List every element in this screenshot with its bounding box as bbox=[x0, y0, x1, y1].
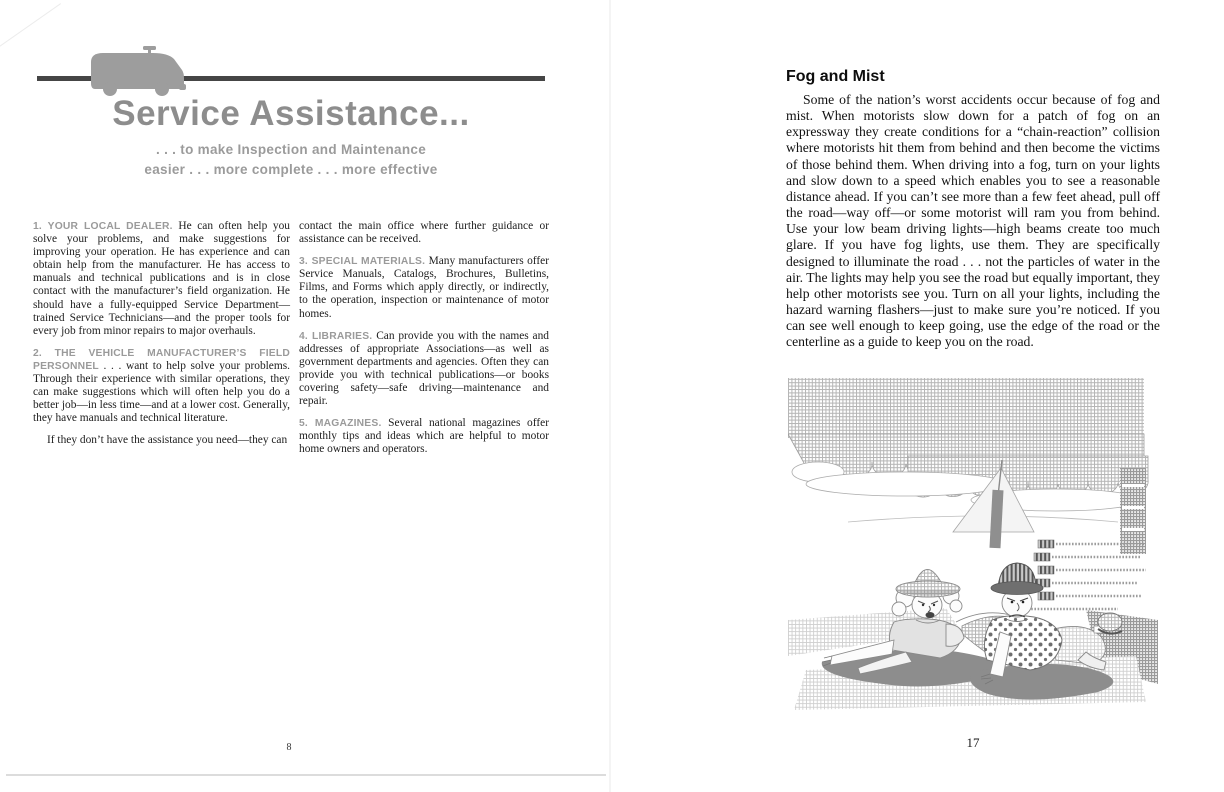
paragraph-text: . . . want to help solve your problems. Through their experience with similar operations, they can make suggestions which will often help you do a better job—in less time—and at a lower cost. Generally, they have manuals and technical literature. bbox=[33, 359, 290, 425]
paragraph-libraries bbox=[299, 330, 549, 409]
paragraph-lead: 2. THE VEHICLE MANUFACTURER’S FIELD PERSONNEL bbox=[33, 347, 290, 372]
page-title: Service Assistance... bbox=[112, 94, 470, 133]
section-heading: Fog and Mist bbox=[786, 68, 885, 85]
page-gutter-seam bbox=[609, 0, 611, 792]
page-subtitle-line2: easier . . . more complete . . . more effective bbox=[144, 162, 438, 177]
section-body-text: Some of the nation’s worst accidents occur because of fog and mist. When motorists slow down for a patch of fog on an expressway they create conditions for a “chain-reaction” collision where motorists hit them from behind and then become the victims of those behind them. When driving into a fog, turn on your lights and slow down to a speed which enables you to see a reasonable distance ahead. If you can’t see more than a few feet ahead, pull off the road—way off—or some motorist will ram you from behind. Use your low beam driving lights—high beams create too much glare. If you have fog lights, use them. They are specifically designed to illuminate the road . . . not the particles of water in the air. The lights may help you see the road but equally important, they help other motorists see you. Turn on all your lights, including the hazard warning flashers—just to make sure you’re noticed. If you can see well enough to keep going, use the edge of the road or the centerline as a guide to keep you on the road. bbox=[786, 92, 1160, 350]
fog-clouds bbox=[788, 378, 1148, 522]
paragraph-field-personnel bbox=[33, 347, 290, 426]
left-page-column-2 bbox=[299, 220, 549, 466]
paragraph-text: Several national magazines offer monthly tips and ideas which are helpful to motor home owners and operators. bbox=[299, 417, 549, 456]
paragraph-lead: 4. LIBRARIES. bbox=[299, 330, 373, 342]
motorhome-icon bbox=[83, 46, 189, 96]
paragraph-continuation bbox=[33, 434, 290, 447]
paragraph-dealer bbox=[33, 220, 290, 338]
left-page-number: 8 bbox=[286, 742, 292, 753]
scan-bottom-edge bbox=[6, 774, 606, 776]
paragraph-text: If they don’t have the assistance you need—they can bbox=[47, 434, 288, 447]
paragraph-text: He can often help you solve your problems, and make suggestions for improving your operation. He has experience and can obtain help from the manufacturer. He has access to manuals and technical publications and is in close contact with the manufacturer’s field organization. He should have a fully-equipped Service Department—trained Service Technicians—and the proper tools for every job from minor repairs to major overhauls. bbox=[33, 220, 290, 337]
paragraph-text: Many manufacturers offer Service Manuals, Catalogs, Brochures, Bulletins, Films, and Forms which apply directly, or indirectly, to the operation, inspection or maintenance of motor homes. bbox=[299, 255, 549, 320]
paragraph-text: Can provide you with the names and addresses of appropriate Associations—as well as government departments and agencies. Often they can provide you with technical publications—or books covering safety—safe driving—maintenance and repair. bbox=[299, 329, 549, 408]
paragraph-text: contact the main office where further guidance or assistance can be received. bbox=[299, 220, 549, 246]
left-page-column-1 bbox=[33, 220, 290, 457]
paragraph-special-materials bbox=[299, 255, 549, 320]
paragraph-lead: 5. MAGAZINES. bbox=[299, 418, 382, 430]
paragraph-lead: 3. SPECIAL MATERIALS. bbox=[299, 256, 426, 268]
scan-corner-edge bbox=[0, 3, 61, 50]
page-subtitle-line1: . . . to make Inspection and Maintenance bbox=[155, 142, 427, 157]
paragraph-magazines bbox=[299, 417, 549, 456]
fog-illustration bbox=[788, 372, 1158, 716]
paragraph-lead: 1. YOUR LOCAL DEALER. bbox=[33, 221, 173, 232]
paragraph-continuation bbox=[299, 220, 549, 246]
right-page-number: 17 bbox=[966, 735, 980, 750]
